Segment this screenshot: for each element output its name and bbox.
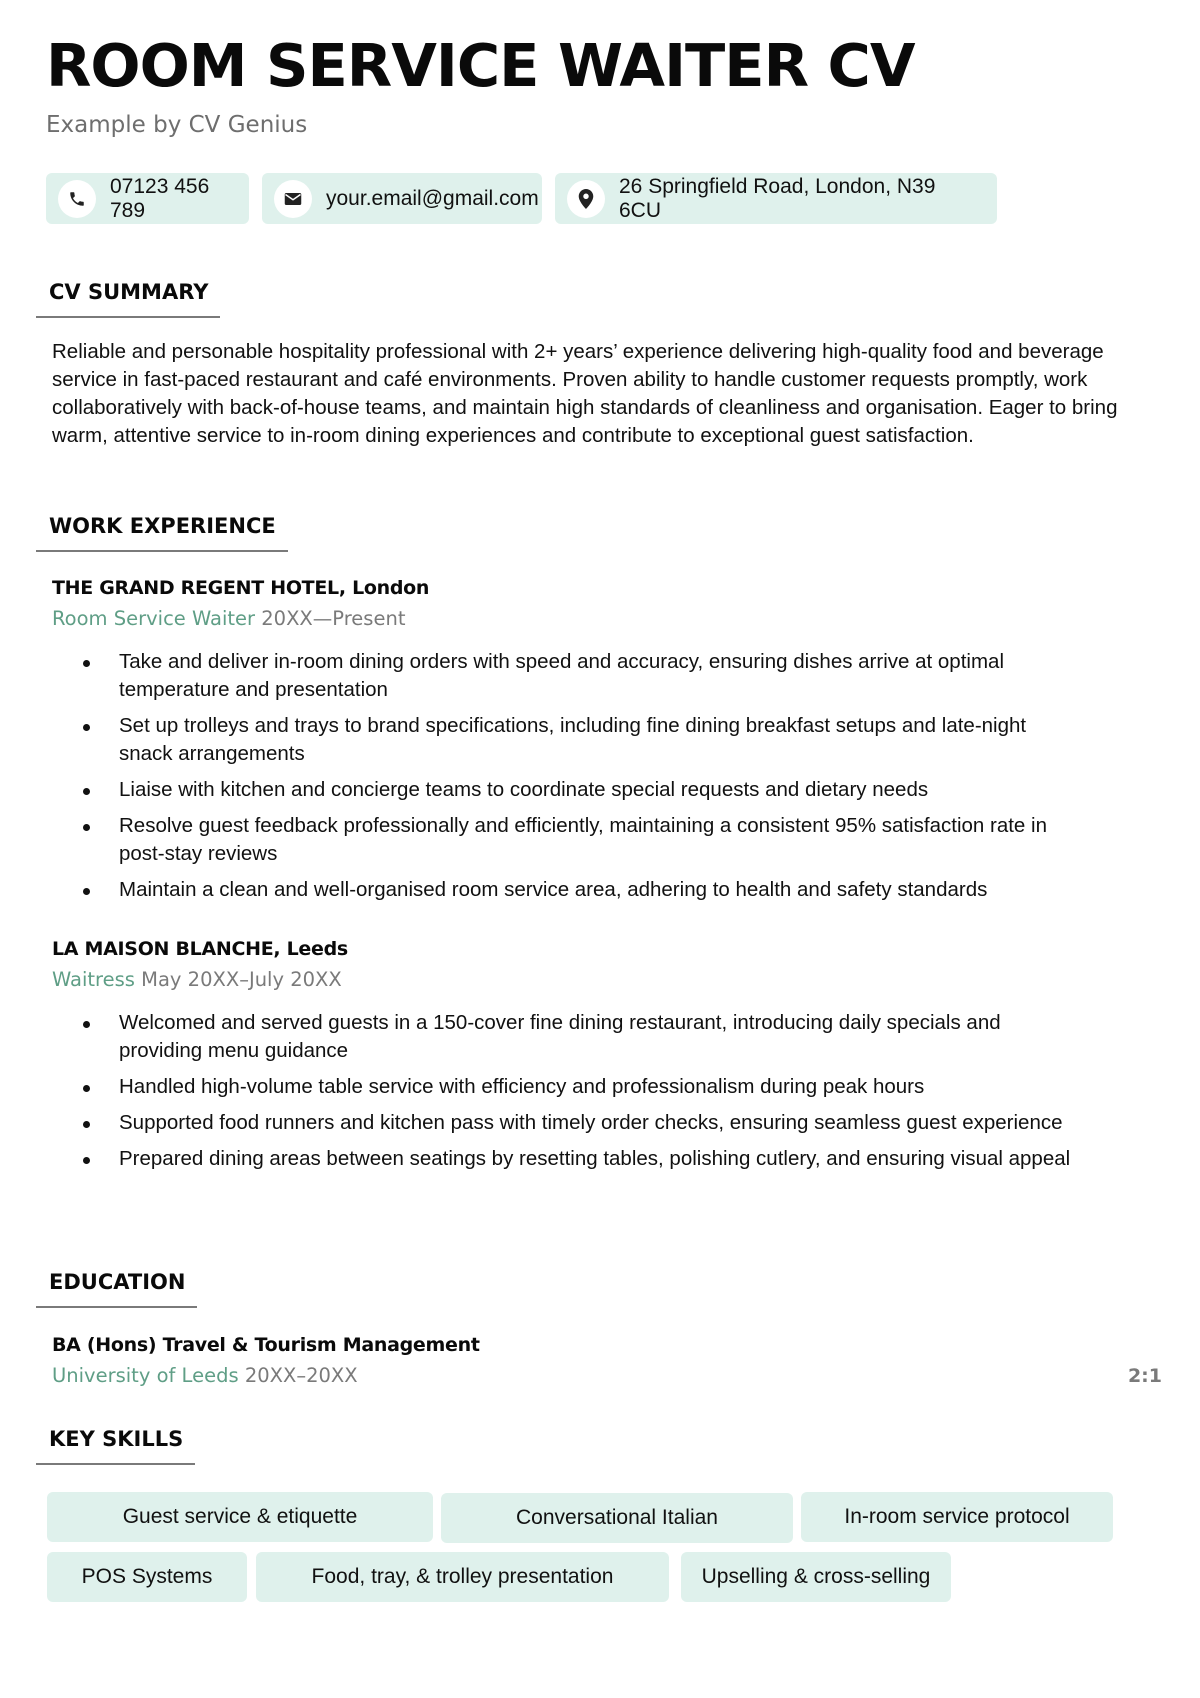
skill-chip: Guest service & etiquette bbox=[47, 1492, 433, 1542]
list-item: Prepared dining areas between seatings by resetting tables, polishing cutlery, and ensuring visual appeal bbox=[52, 1145, 1082, 1173]
email-address: your.email@gmail.com bbox=[326, 186, 539, 210]
list-item: Handled high-volume table service with efficiency and professionalism during peak hours bbox=[52, 1073, 1082, 1101]
education-dates: 20XX–20XX bbox=[244, 1364, 358, 1387]
email-chip[interactable] bbox=[262, 173, 542, 224]
skill-chip: In-room service protocol bbox=[801, 1492, 1113, 1542]
page-subtitle: Example by CV Genius bbox=[46, 112, 308, 138]
education-heading: EDUCATION bbox=[36, 1268, 197, 1308]
job-role: Room Service Waiter bbox=[52, 607, 256, 630]
street-address: 26 Springfield Road, London, N39 6CU bbox=[619, 174, 936, 222]
skill-chip: Upselling & cross-selling bbox=[681, 1552, 951, 1602]
contact-row bbox=[46, 173, 997, 224]
map-pin-icon bbox=[567, 180, 605, 218]
skills-heading: KEY SKILLS bbox=[36, 1425, 195, 1465]
job-dates: May 20XX–July 20XX bbox=[141, 968, 342, 991]
job-company: LA MAISON BLANCHE, Leeds bbox=[52, 938, 348, 960]
job-bullet-list bbox=[52, 1009, 1082, 1181]
envelope-icon bbox=[274, 180, 312, 218]
phone-number: 07123 456 789 bbox=[110, 174, 210, 222]
skill-chip: POS Systems bbox=[47, 1552, 247, 1602]
degree-title: BA (Hons) Travel & Tourism Management bbox=[52, 1334, 480, 1356]
address-chip[interactable] bbox=[555, 173, 997, 224]
skill-chip: Food, tray, & trolley presentation bbox=[256, 1552, 669, 1602]
list-item: Take and deliver in-room dining orders with speed and accuracy, ensuring dishes arrive at optimal temperature and presentation bbox=[52, 648, 1082, 704]
job-bullet-list bbox=[52, 648, 1082, 912]
school-name: University of Leeds bbox=[52, 1364, 239, 1387]
job-dates: 20XX—Present bbox=[261, 607, 406, 630]
list-item: Resolve guest feedback professionally and efficiently, maintaining a consistent 95% satisfaction rate in post-stay reviews bbox=[52, 812, 1082, 868]
education-line bbox=[52, 1362, 358, 1390]
job-role: Waitress bbox=[52, 968, 135, 991]
summary-heading: CV SUMMARY bbox=[36, 278, 220, 318]
skill-chip: Conversational Italian bbox=[441, 1493, 793, 1543]
page-title: ROOM SERVICE WAITER CV bbox=[46, 31, 915, 100]
degree-grade: 2:1 bbox=[1127, 1365, 1162, 1387]
phone-chip[interactable] bbox=[46, 173, 249, 224]
experience-heading: WORK EXPERIENCE bbox=[36, 512, 288, 552]
list-item: Welcomed and served guests in a 150-cover fine dining restaurant, introducing daily specials and providing menu guidance bbox=[52, 1009, 1082, 1065]
job-company: THE GRAND REGENT HOTEL, London bbox=[52, 577, 430, 599]
phone-icon bbox=[58, 180, 96, 218]
job-role-line bbox=[52, 966, 342, 994]
summary-text: Reliable and personable hospitality professional with 2+ years’ experience delivering high-quality food and beverage service in fast-paced restaurant and café environments. Proven ability to handle customer requests promptly, work collaboratively with back-of-house teams, and maintain high standards of cleanliness and organisation. Eager to bring warm, attentive service to in-room dining experiences and contribute to exceptional guest satisfaction. bbox=[52, 340, 1118, 447]
list-item: Set up trolleys and trays to brand specifications, including fine dining breakfast setups and late-night snack arrangements bbox=[52, 712, 1082, 768]
list-item: Liaise with kitchen and concierge teams to coordinate special requests and dietary needs bbox=[52, 776, 1082, 804]
list-item: Supported food runners and kitchen pass with timely order checks, ensuring seamless guest experience bbox=[52, 1109, 1082, 1137]
job-role-line bbox=[52, 605, 405, 633]
list-item: Maintain a clean and well-organised room service area, adhering to health and safety standards bbox=[52, 876, 1082, 904]
